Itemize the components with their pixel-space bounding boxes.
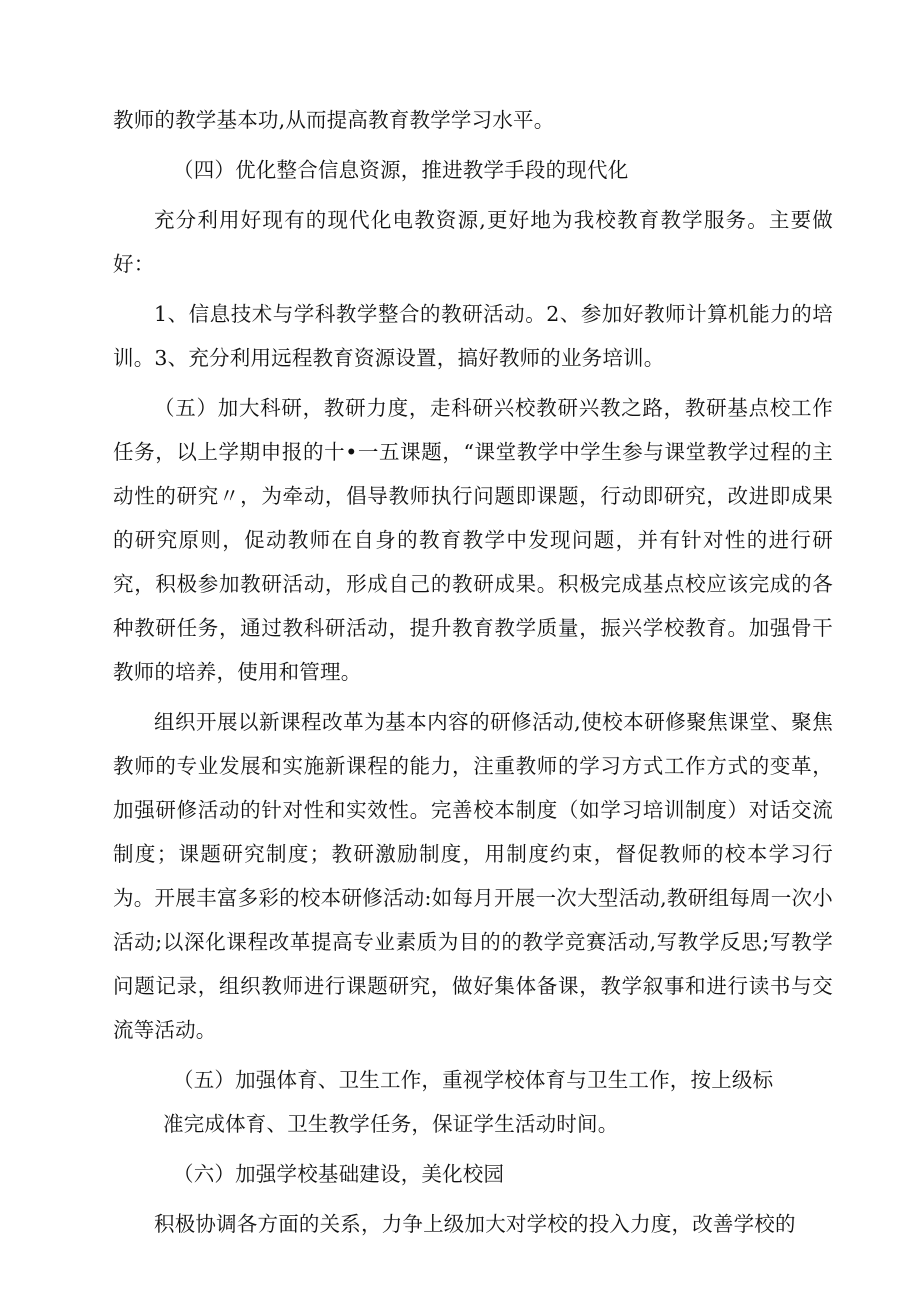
paragraph-sports-health [113,1058,833,1146]
paragraph-research: （五）加大科研，教研力度，走科研兴校教研兴教之路，教研基点校工作任务，以上学期申报的十•一五课题，“课堂教学中学生参与课堂教学过程的主动性的研究〃，为牵动，倡导教师执行问题即课题，行动即研究，改进即成果的研究原则，促动教师在自身的教育教学中发现问题，并有针对性的进行研究，积极参加教研活动，形成自己的教研成果。积极完成基点校应该完成的各种教研任务，通过教科研活动，提升教育教学质量，振兴学校教育。加强骨干教师的培养，使用和管理。 [113,396,833,684]
paragraph-infrastructure: 积极协调各方面的关系，力争上级加大对学校的投入力度，改善学校的 [154,1212,796,1236]
document-body [113,98,833,1246]
section-heading-4: （四）优化整合信息资源，推进教学手段的现代化 [173,158,629,182]
sports-health-line-2: 准完成体育、卫生教学任务，保证学生活动时间。 [163,1112,619,1136]
paragraph-av-resources: 充分利用好现有的现代化电教资源,更好地为我校教育教学服务。主要做好： [113,208,833,276]
sports-health-line-1: （五）加强体育、卫生工作，重视学校体育与卫生工作，按上级标 [173,1068,774,1092]
section-heading-6: （六）加强学校基础建设，美化校园 [173,1162,505,1186]
paragraph-continuation: 教师的教学基本功,从而提高教育教学学习水平。 [113,108,555,132]
paragraph-it-training: 1、信息技术与学科教学整合的教研活动。2、参加好教师计算机能力的培训。3、充分利用远程教育资源设置，搞好教师的业务培训。 [113,302,833,370]
paragraph-school-based-training: 组织开展以新课程改革为基本内容的研修活动,使校本研修聚焦课堂、聚焦教师的专业发展和实施新课程的能力，注重教师的学习方式工作方式的变革，加强研修活动的针对性和实效性。完善校本制度（如学习培训制度）对话交流制度；课题研究制度；教研激励制度，用制度约束，督促教师的校本学习行为。开展丰富多彩的校本研修活动:如每月开展一次大型活动,教研组每周一次小活动;以深化课程改革提高专业素质为目的的教学竞赛活动,写教学反思;写教学问题记录，组织教师进行课题研究，做好集体备课，教学叙事和进行读书与交流等活动。 [113,710,833,1042]
